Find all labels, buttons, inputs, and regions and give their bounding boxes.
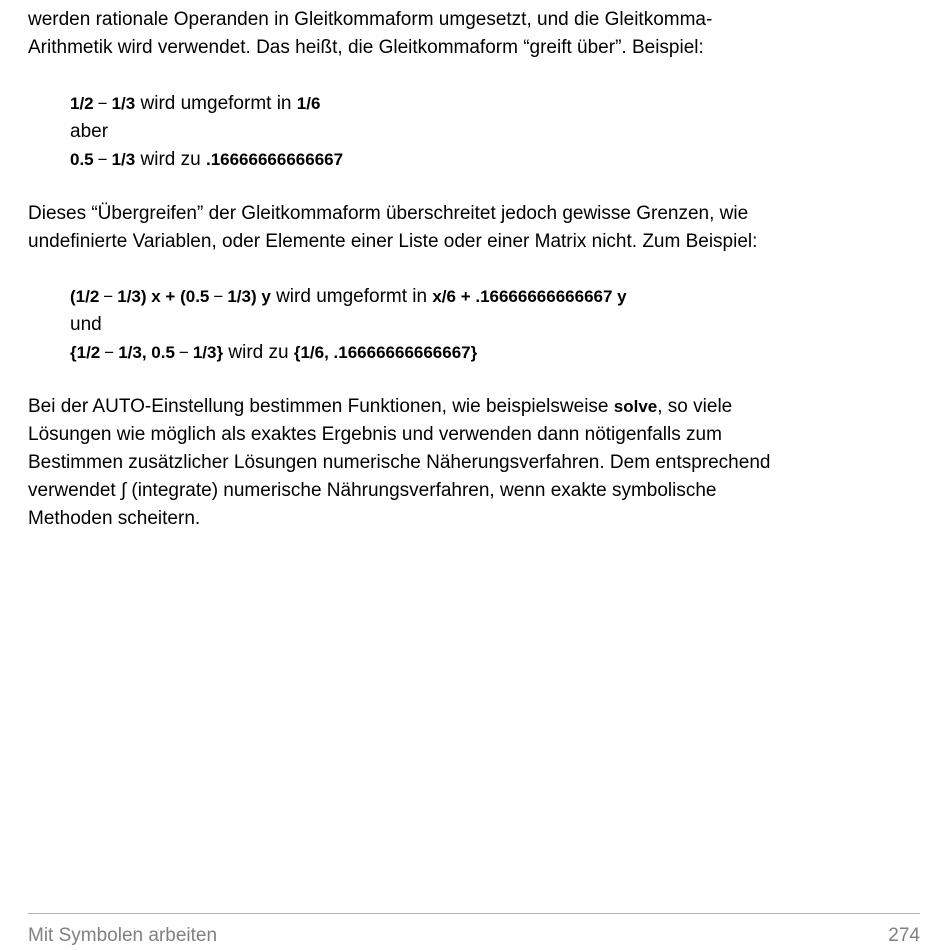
paragraph-3-line-5: Methoden scheitern. <box>28 508 201 529</box>
connector-text: wird umgeformt in <box>135 93 297 114</box>
operand: 1/3} <box>192 343 224 362</box>
result: .16666666666667 <box>205 150 344 169</box>
operand: (1/2 <box>70 287 100 306</box>
example-2-row-1 <box>70 283 627 311</box>
operand: 0.5 <box>70 150 94 169</box>
example-block-1 <box>70 90 343 193</box>
result: 1/6 <box>296 94 321 113</box>
operand: {1/2 <box>70 343 101 362</box>
text-span: , so viele <box>657 396 733 417</box>
minus-operator: − <box>213 287 224 306</box>
connector-text: wird zu <box>223 342 294 363</box>
footer-page-number: 274 <box>888 925 920 946</box>
example-1-row-1 <box>70 90 343 118</box>
result: x/6 + .16666666666667 y <box>432 287 627 306</box>
connector-text: wird zu <box>135 149 206 170</box>
example-2-row-2: und <box>70 314 102 335</box>
intro-line-2: Arithmetik wird verwendet. Das heißt, die Gleitkommaform “greift über”. Beispiel: <box>28 37 704 58</box>
document-page <box>28 0 923 950</box>
operand: 1/3 <box>111 150 136 169</box>
operand: 1/3, 0.5 <box>118 343 175 362</box>
example-1-row-3 <box>70 146 343 174</box>
connector-text: wird umgeformt in <box>270 286 433 307</box>
operand: 1/2 <box>70 94 94 113</box>
paragraph-3 <box>28 393 770 533</box>
operand: 1/3 <box>111 94 136 113</box>
minus-operator: − <box>104 343 115 362</box>
operand: 1/3) y <box>227 287 271 306</box>
paragraph-3-line-3: Bestimmen zusätzlicher Lösungen numerische Näherungsverfahren. Dem entsprechend <box>28 452 771 473</box>
intro-paragraph <box>28 6 712 62</box>
paragraph-3-line-4: verwendet ∫ (integrate) numerische Nährungsverfahren, wenn exakte symbolische <box>28 480 717 501</box>
minus-operator: − <box>97 94 108 113</box>
intro-line-1: werden rationale Operanden in Gleitkommaform umgesetzt, und die Gleitkomma- <box>28 9 713 30</box>
minus-operator: − <box>97 150 108 169</box>
paragraph-2 <box>28 200 757 256</box>
paragraph-2-line-1: Dieses “Übergreifen” der Gleitkommaform überschreitet jedoch gewisse Grenzen, wie <box>28 203 749 224</box>
paragraph-3-line-2: Lösungen wie möglich als exaktes Ergebnis und verwenden dann nötigenfalls zum <box>28 424 722 445</box>
minus-operator: − <box>178 343 189 362</box>
paragraph-3-line-1 <box>28 393 770 421</box>
paragraph-2-line-2: undefinierte Variablen, oder Elemente einer Liste oder einer Matrix nicht. Zum Beispiel: <box>28 231 758 252</box>
operand: 1/3) x + (0.5 <box>117 287 210 306</box>
example-2-row-3 <box>70 339 627 367</box>
command-solve: solve <box>613 397 658 416</box>
footer-divider <box>28 913 920 914</box>
footer-section-title: Mit Symbolen arbeiten <box>28 925 218 946</box>
example-block-2 <box>70 283 627 367</box>
example-1-row-2: aber <box>70 121 109 142</box>
text-span: Bei der AUTO-Einstellung bestimmen Funktionen, wie beispielsweise <box>28 396 614 417</box>
result: {1/6, .16666666666667} <box>293 343 478 362</box>
minus-operator: − <box>103 287 114 306</box>
